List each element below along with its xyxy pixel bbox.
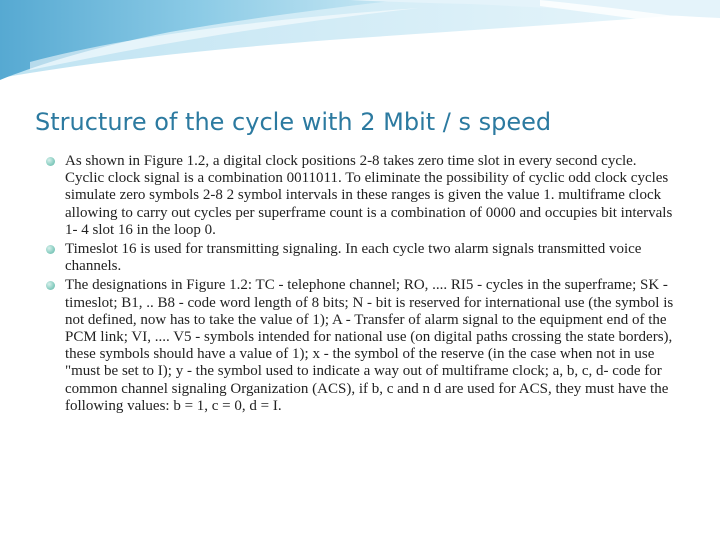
bullet-text: As shown in Figure 1.2, a digital clock positions 2-8 takes zero time slot in every second cycle. Cyclic clock signal is a combination 0011011. To eliminate the possibility of cyclic odd clock cycles simulate zero symbols 2-8 2 symbol intervals in these ranges is given the value 1. multiframe clock allowing to carry out cycles per superframe count is a combination of 0000 and occupies bit intervals 1- 4 slot 16 in the loop 0. — [65, 153, 673, 238]
bullet-list — [46, 153, 676, 417]
bullet-dot-icon — [46, 157, 55, 166]
list-item — [46, 241, 676, 275]
list-item — [46, 153, 676, 239]
list-item — [46, 277, 676, 415]
header-wave-decoration — [0, 0, 720, 90]
bullet-dot-icon — [46, 245, 55, 254]
bullet-text: Timeslot 16 is used for transmitting signaling. In each cycle two alarm signals transmitted voice channels. — [65, 241, 642, 275]
slide-title: Structure of the cycle with 2 Mbit / s speed — [35, 108, 552, 136]
bullet-dot-icon — [46, 281, 55, 290]
bullet-text: The designations in Figure 1.2: TC - telephone channel; RO, .... RI5 - cycles in the superframe; SK - timeslot; B1, .. B8 - code word length of 8 bits; N - bit is reserved for international use (the symbol is not defined, now has to take the value of 1); A - Transfer of alarm signal to the equipment end of the PCM link; VI, .... V5 - symbols intended for national use (on digital paths crossing the state borders), these symbols should have a value of 1); x - the symbol of the reserve (in the case when not in use "must be set to I); y - the symbol used to indicate a way out of multiframe clock; a, b, c, d- code for common channel signaling Organization (ACS), if b, c and n d are used for ACS, they must have the following values: b = 1, c = 0, d = I. — [65, 277, 674, 414]
